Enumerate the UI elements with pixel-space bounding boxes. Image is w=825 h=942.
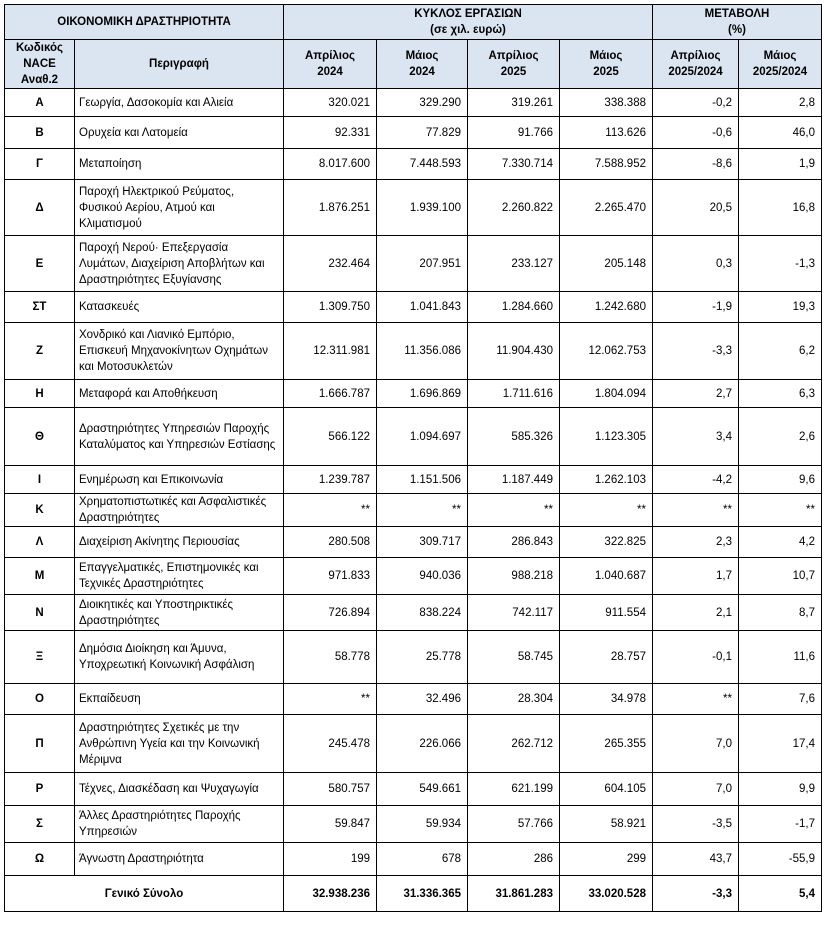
change-may-cell: 7,6 [739, 684, 822, 715]
description-cell: Μεταποίηση [75, 149, 284, 180]
value-may-2025: 113.626 [560, 117, 653, 149]
value-may-2024: 7.448.593 [377, 149, 468, 180]
change-may-cell: 4,2 [739, 527, 822, 558]
value-may-2024: 838.224 [377, 595, 468, 631]
value-apr-2024: 320.021 [284, 89, 377, 117]
change-apr-cell: 20,5 [653, 180, 739, 236]
change-may-cell: 8,7 [739, 595, 822, 631]
value-may-2025: 322.825 [560, 527, 653, 558]
change-may-cell: 2,8 [739, 89, 822, 117]
nace-code-header-line3: Αναθ.2 [20, 74, 59, 86]
table-row [5, 149, 822, 180]
description-cell: Κατασκευές [75, 292, 284, 323]
economic-activity-header: ΟΙΚΟΝΟΜΙΚΗ ΔΡΑΣΤΗΡΙΟΤΗΤΑ [5, 5, 284, 40]
value-apr-2025: ** [468, 494, 560, 527]
value-apr-2024: 280.508 [284, 527, 377, 558]
change-apr-cell: ** [653, 494, 739, 527]
total-may-2025: 33.020.528 [560, 876, 653, 912]
table-row [5, 527, 822, 558]
description-cell: Δραστηριότητες Σχετικές με την Ανθρώπινη Υγεία και την Κοινωνική Μέριμνα [75, 715, 284, 773]
description-cell: Διοικητικές και Υποστηρικτικές Δραστηριότητες [75, 595, 284, 631]
value-may-2024: 11.356.086 [377, 323, 468, 380]
value-apr-2025: 233.127 [468, 236, 560, 292]
value-apr-2025: 319.261 [468, 89, 560, 117]
value-may-2025: 911.554 [560, 595, 653, 631]
change-may-cell: 9,9 [739, 773, 822, 806]
value-may-2024: 329.290 [377, 89, 468, 117]
description-cell: Παροχή Ηλεκτρικού Ρεύματος, Φυσικού Αερίου, Ατμού και Κλιματισμού [75, 180, 284, 236]
total-apr-2024: 32.938.236 [284, 876, 377, 912]
change-may-cell: 9,6 [739, 466, 822, 494]
total-change-may: 5,4 [739, 876, 822, 912]
nace-code-cell: Κ [5, 494, 75, 527]
value-may-2024: 77.829 [377, 117, 468, 149]
change-apr-cell: -0,1 [653, 631, 739, 684]
value-apr-2024: 8.017.600 [284, 149, 377, 180]
value-apr-2025: 585.326 [468, 408, 560, 466]
change-may-cell: 10,7 [739, 558, 822, 595]
nace-code-cell: Θ [5, 408, 75, 466]
col-header-change-apr [653, 40, 739, 89]
description-cell: Παροχή Νερού· Επεξεργασία Λυμάτων, Διαχείριση Αποβλήτων και Δραστηριότητες Εξυγίανσης [75, 236, 284, 292]
total-may-2024: 31.336.365 [377, 876, 468, 912]
value-may-2025: 265.355 [560, 715, 653, 773]
value-apr-2025: 621.199 [468, 773, 560, 806]
table-row [5, 494, 822, 527]
value-may-2024: 1.696.869 [377, 380, 468, 408]
value-apr-2025: 7.330.714 [468, 149, 560, 180]
value-apr-2025: 1.284.660 [468, 292, 560, 323]
value-apr-2024: 232.464 [284, 236, 377, 292]
value-may-2025: 1.262.103 [560, 466, 653, 494]
table-row [5, 773, 822, 806]
description-cell: Εκπαίδευση [75, 684, 284, 715]
description-cell: Ενημέρωση και Επικοινωνία [75, 466, 284, 494]
value-may-2024: 32.496 [377, 684, 468, 715]
value-apr-2025: 1.711.616 [468, 380, 560, 408]
change-apr-cell: -3,5 [653, 806, 739, 843]
nace-code-cell: Β [5, 117, 75, 149]
description-cell: Δημόσια Διοίκηση και Άμυνα, Υποχρεωτική Κοινωνική Ασφάλιση [75, 631, 284, 684]
value-apr-2024: 245.478 [284, 715, 377, 773]
change-apr-cell: 0,3 [653, 236, 739, 292]
table-row [5, 684, 822, 715]
table-row [5, 631, 822, 684]
value-may-2024: 940.036 [377, 558, 468, 595]
col-header-change-may-l1: Μάιος [763, 50, 797, 62]
value-apr-2025: 2.260.822 [468, 180, 560, 236]
table-row [5, 408, 822, 466]
value-may-2025: 28.757 [560, 631, 653, 684]
value-may-2024: 678 [377, 843, 468, 876]
description-cell: Χρηματοπιστωτικές και Ασφαλιστικές Δραστηριότητες [75, 494, 284, 527]
description-cell: Μεταφορά και Αποθήκευση [75, 380, 284, 408]
nace-code-header [5, 40, 75, 89]
nace-code-cell: Ε [5, 236, 75, 292]
value-may-2024: 226.066 [377, 715, 468, 773]
turnover-title: ΚΥΚΛΟΣ ΕΡΓΑΣΙΩΝ [414, 8, 522, 20]
table-row [5, 843, 822, 876]
value-apr-2024: 566.122 [284, 408, 377, 466]
col-header-change-may [739, 40, 822, 89]
value-may-2025: ** [560, 494, 653, 527]
value-apr-2024: 726.894 [284, 595, 377, 631]
nace-code-cell: Ξ [5, 631, 75, 684]
value-may-2024: ** [377, 494, 468, 527]
value-apr-2024: ** [284, 684, 377, 715]
turnover-unit: (σε χιλ. ευρώ) [430, 24, 506, 36]
value-may-2024: 309.717 [377, 527, 468, 558]
value-apr-2025: 57.766 [468, 806, 560, 843]
value-may-2025: 299 [560, 843, 653, 876]
value-apr-2025: 11.904.430 [468, 323, 560, 380]
change-apr-cell: 43,7 [653, 843, 739, 876]
value-apr-2025: 742.117 [468, 595, 560, 631]
change-apr-cell: 3,4 [653, 408, 739, 466]
value-may-2025: 205.148 [560, 236, 653, 292]
change-may-cell: ** [739, 494, 822, 527]
value-may-2025: 1.040.687 [560, 558, 653, 595]
change-apr-cell: -8,6 [653, 149, 739, 180]
col-header-change-apr-l1: Απρίλιος [670, 50, 721, 62]
value-may-2025: 58.921 [560, 806, 653, 843]
description-cell: Ορυχεία και Λατομεία [75, 117, 284, 149]
value-apr-2024: 580.757 [284, 773, 377, 806]
value-may-2024: 1.939.100 [377, 180, 468, 236]
value-may-2025: 34.978 [560, 684, 653, 715]
value-apr-2025: 1.187.449 [468, 466, 560, 494]
turnover-table [4, 4, 822, 912]
value-apr-2024: 59.847 [284, 806, 377, 843]
change-title: ΜΕΤΑΒΟΛΗ [704, 8, 770, 20]
nace-code-cell: Α [5, 89, 75, 117]
change-apr-cell: -4,2 [653, 466, 739, 494]
nace-code-cell: Γ [5, 149, 75, 180]
change-apr-cell: 2,7 [653, 380, 739, 408]
value-apr-2025: 988.218 [468, 558, 560, 595]
col-header-apr-2024-l2: 2024 [317, 66, 343, 78]
change-may-cell: -1,3 [739, 236, 822, 292]
value-apr-2025: 286 [468, 843, 560, 876]
table-row [5, 236, 822, 292]
nace-code-cell: Σ [5, 806, 75, 843]
value-may-2024: 549.661 [377, 773, 468, 806]
value-may-2025: 12.062.753 [560, 323, 653, 380]
change-apr-cell: -3,3 [653, 323, 739, 380]
value-may-2025: 1.804.094 [560, 380, 653, 408]
change-apr-cell: -1,9 [653, 292, 739, 323]
table-row [5, 380, 822, 408]
change-apr-cell: 1,7 [653, 558, 739, 595]
value-apr-2024: 1.239.787 [284, 466, 377, 494]
value-apr-2025: 262.712 [468, 715, 560, 773]
description-cell: Διαχείριση Ακίνητης Περιουσίας [75, 527, 284, 558]
nace-code-cell: Ν [5, 595, 75, 631]
nace-code-cell: Δ [5, 180, 75, 236]
value-apr-2024: ** [284, 494, 377, 527]
change-may-cell: 17,4 [739, 715, 822, 773]
table-row [5, 89, 822, 117]
nace-code-cell: Ο [5, 684, 75, 715]
description-cell: Γεωργία, Δασοκομία και Αλιεία [75, 89, 284, 117]
col-header-may-2024 [377, 40, 468, 89]
nace-code-cell: ΣΤ [5, 292, 75, 323]
col-header-may-2024-l2: 2024 [409, 66, 435, 78]
change-may-cell: 6,3 [739, 380, 822, 408]
change-may-cell: 1,9 [739, 149, 822, 180]
description-cell: Χονδρικό και Λιανικό Εμπόριο, Επισκευή Μηχανοκίνητων Οχημάτων και Μοτοσυκλετών [75, 323, 284, 380]
change-may-cell: 11,6 [739, 631, 822, 684]
value-apr-2025: 58.745 [468, 631, 560, 684]
col-header-may-2025-l2: 2025 [593, 66, 619, 78]
table-row [5, 558, 822, 595]
description-cell: Επαγγελματικές, Επιστημονικές και Τεχνικές Δραστηριότητες [75, 558, 284, 595]
change-may-cell: -55,9 [739, 843, 822, 876]
value-may-2024: 1.151.506 [377, 466, 468, 494]
value-apr-2024: 58.778 [284, 631, 377, 684]
value-apr-2024: 199 [284, 843, 377, 876]
value-may-2024: 1.041.843 [377, 292, 468, 323]
change-apr-cell: 7,0 [653, 715, 739, 773]
change-may-cell: 46,0 [739, 117, 822, 149]
nace-code-cell: Ι [5, 466, 75, 494]
table-row [5, 466, 822, 494]
description-header: Περιγραφή [75, 40, 284, 89]
value-may-2024: 207.951 [377, 236, 468, 292]
col-header-apr-2025 [468, 40, 560, 89]
nace-code-cell: Ζ [5, 323, 75, 380]
nace-code-cell: Μ [5, 558, 75, 595]
col-header-may-2024-l1: Μάιος [405, 50, 439, 62]
total-apr-2025: 31.861.283 [468, 876, 560, 912]
turnover-header [284, 5, 653, 40]
nace-code-cell: Λ [5, 527, 75, 558]
value-apr-2024: 1.666.787 [284, 380, 377, 408]
value-may-2025: 1.242.680 [560, 292, 653, 323]
value-apr-2025: 28.304 [468, 684, 560, 715]
value-apr-2025: 91.766 [468, 117, 560, 149]
change-apr-cell: 2,3 [653, 527, 739, 558]
nace-code-cell: Ρ [5, 773, 75, 806]
change-header [653, 5, 822, 40]
change-may-cell: 6,2 [739, 323, 822, 380]
total-change-apr: -3,3 [653, 876, 739, 912]
nace-code-cell: Ω [5, 843, 75, 876]
table-body [5, 89, 822, 876]
col-header-change-apr-l2: 2025/2024 [668, 66, 723, 78]
change-may-cell: -1,7 [739, 806, 822, 843]
col-header-apr-2024 [284, 40, 377, 89]
table-row [5, 806, 822, 843]
col-header-apr-2024-l1: Απρίλιος [304, 50, 355, 62]
change-may-cell: 19,3 [739, 292, 822, 323]
col-header-apr-2025-l1: Απρίλιος [488, 50, 539, 62]
change-apr-cell: 2,1 [653, 595, 739, 631]
col-header-may-2025-l1: Μάιος [589, 50, 623, 62]
table-row [5, 180, 822, 236]
table-row [5, 323, 822, 380]
value-may-2025: 1.123.305 [560, 408, 653, 466]
value-may-2025: 338.388 [560, 89, 653, 117]
value-apr-2024: 1.309.750 [284, 292, 377, 323]
value-apr-2025: 286.843 [468, 527, 560, 558]
value-apr-2024: 12.311.981 [284, 323, 377, 380]
col-header-may-2025 [560, 40, 653, 89]
value-may-2025: 604.105 [560, 773, 653, 806]
value-apr-2024: 1.876.251 [284, 180, 377, 236]
nace-code-cell: Π [5, 715, 75, 773]
change-may-cell: 2,6 [739, 408, 822, 466]
nace-code-header-line1: Κωδικός [16, 42, 63, 54]
total-row [5, 876, 822, 912]
change-may-cell: 16,8 [739, 180, 822, 236]
table-row [5, 595, 822, 631]
description-cell: Δραστηριότητες Υπηρεσιών Παροχής Καταλύματος και Υπηρεσιών Εστίασης [75, 408, 284, 466]
col-header-apr-2025-l2: 2025 [500, 66, 527, 78]
value-may-2025: 2.265.470 [560, 180, 653, 236]
value-may-2024: 59.934 [377, 806, 468, 843]
description-cell: Άλλες Δραστηριότητες Παροχής Υπηρεσιών [75, 806, 284, 843]
table-row [5, 292, 822, 323]
nace-code-header-line2: NACE [23, 58, 56, 70]
change-apr-cell: -0,6 [653, 117, 739, 149]
table-row [5, 117, 822, 149]
value-apr-2024: 92.331 [284, 117, 377, 149]
value-may-2024: 25.778 [377, 631, 468, 684]
description-cell: Τέχνες, Διασκέδαση και Ψυχαγωγία [75, 773, 284, 806]
change-apr-cell: 7,0 [653, 773, 739, 806]
nace-code-cell: Η [5, 380, 75, 408]
description-cell: Άγνωστη Δραστηριότητα [75, 843, 284, 876]
value-may-2024: 1.094.697 [377, 408, 468, 466]
col-header-change-may-l2: 2025/2024 [752, 66, 808, 78]
value-may-2025: 7.588.952 [560, 149, 653, 180]
change-unit: (%) [728, 24, 746, 36]
value-apr-2024: 971.833 [284, 558, 377, 595]
total-label: Γενικό Σύνολο [5, 876, 284, 912]
table-row [5, 715, 822, 773]
change-apr-cell: ** [653, 684, 739, 715]
change-apr-cell: -0,2 [653, 89, 739, 117]
